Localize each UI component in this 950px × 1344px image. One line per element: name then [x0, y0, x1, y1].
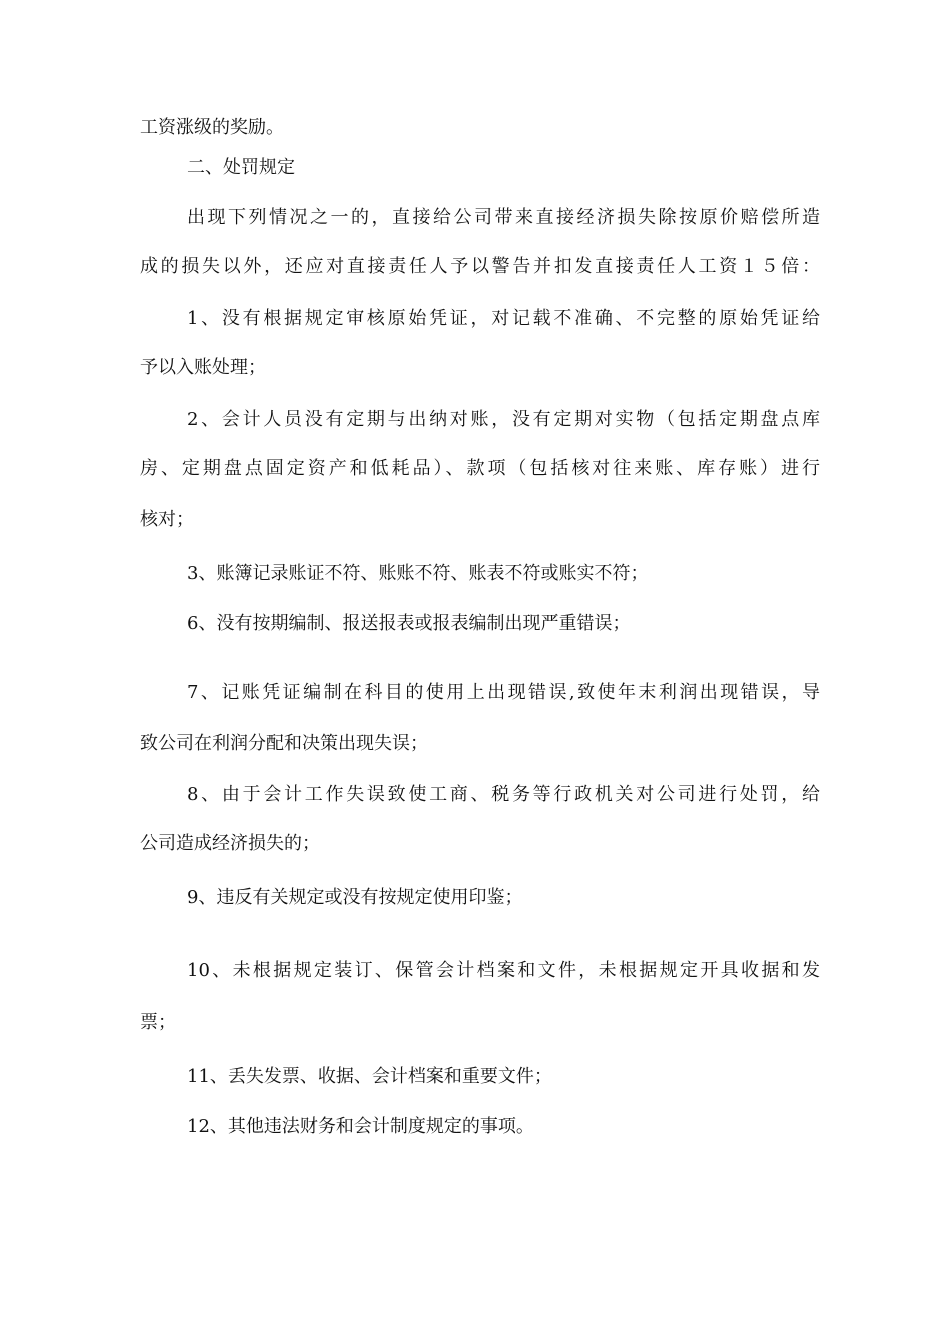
list-item-9: 9、违反有关规定或没有按规定使用印鉴；	[187, 887, 523, 908]
list-item-8: 8、由于会计工作失误致使工商、税务等行政机关对公司进行处罚，给	[187, 784, 820, 805]
text-line: 致公司在利润分配和决策出现失误；	[140, 733, 428, 754]
text-line: 房、定期盘点固定资产和低耗品）、款项（包括核对往来账、库存账）进行	[140, 458, 820, 479]
list-item-2: 2、会计人员没有定期与出纳对账，没有定期对实物（包括定期盘点库	[187, 409, 820, 430]
list-item-1: 1、没有根据规定审核原始凭证，对记载不准确、不完整的原始凭证给	[187, 308, 820, 329]
text-line: 工资涨级的奖励。	[140, 117, 284, 138]
list-item-7: 7、记账凭证编制在科目的使用上出现错误,致使年末利润出现错误，导	[187, 682, 820, 703]
text-line: 予以入账处理；	[140, 357, 266, 378]
text-line: 公司造成经济损失的；	[140, 833, 320, 854]
text-line: 出现下列情况之一的，直接给公司带来直接经济损失除按原价赔偿所造	[187, 207, 820, 228]
list-item-3: 3、账簿记录账证不符、账账不符、账表不符或账实不符；	[187, 563, 649, 584]
list-item-6: 6、没有按期编制、报送报表或报表编制出现严重错误；	[187, 613, 631, 634]
list-item-12: 12、其他违法财务和会计制度规定的事项。	[187, 1116, 534, 1137]
text-line: 核对；	[140, 509, 194, 530]
text-line: 成的损失以外，还应对直接责任人予以警告并扣发直接责任人工资１５倍：	[140, 256, 820, 277]
list-item-10: 10、未根据规定装订、保管会计档案和文件，未根据规定开具收据和发	[187, 960, 820, 981]
text-line: 票；	[140, 1012, 176, 1033]
list-item-11: 11、丢失发票、收据、会计档案和重要文件；	[187, 1066, 552, 1087]
section-heading: 二、处罚规定	[187, 157, 295, 178]
